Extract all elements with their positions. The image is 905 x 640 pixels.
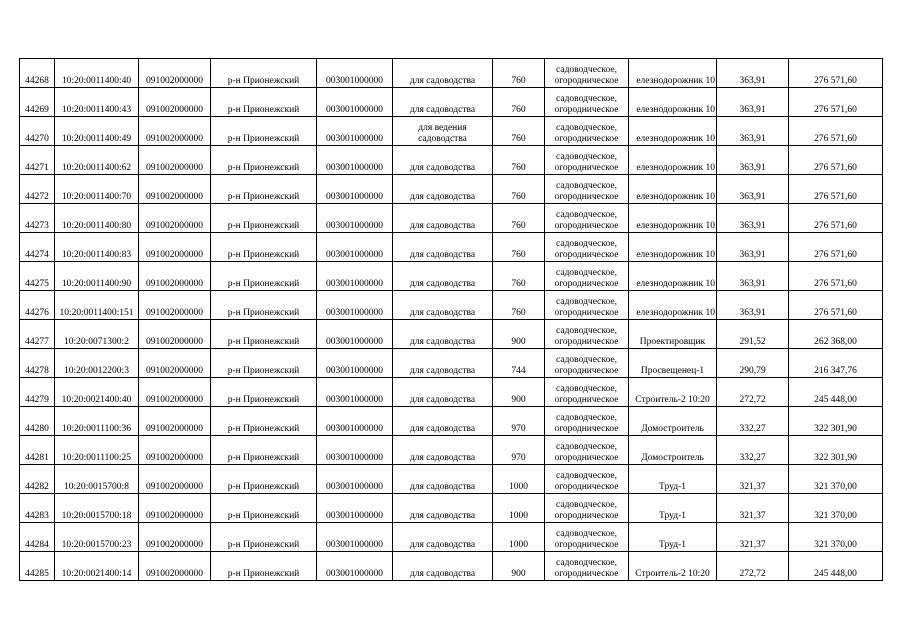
location-cell: Проектировщик — [629, 320, 717, 349]
category-cell — [545, 349, 629, 378]
category-line-1: садоводческое, — [556, 181, 617, 191]
land-use-line-1: для садоводства — [409, 569, 476, 579]
category-cell — [545, 465, 629, 494]
category-line-1: садоводческое, — [556, 442, 617, 452]
category-line-2: огородническое — [554, 221, 619, 231]
land-use-cell — [393, 59, 493, 88]
location-cell: елезнодорожник 10 — [629, 117, 717, 146]
record-number-cell: 44268 — [20, 59, 55, 88]
cadastral-number-cell: 10:20:0015700:18 — [55, 494, 139, 523]
okato-cell: 003001000000 — [317, 175, 393, 204]
district-cell: р-н Прионежский — [211, 117, 317, 146]
okato-cell: 003001000000 — [317, 320, 393, 349]
okato-cell: 003001000000 — [317, 523, 393, 552]
location-cell: Труд-1 — [629, 523, 717, 552]
land-use-cell — [393, 523, 493, 552]
record-number-cell: 44275 — [20, 262, 55, 291]
code-cell: 091002000000 — [139, 59, 211, 88]
location-cell: елезнодорожник 10 — [629, 88, 717, 117]
district-cell: р-н Прионежский — [211, 494, 317, 523]
category-line-2: огородническое — [554, 453, 619, 463]
record-number-cell: 44278 — [20, 349, 55, 378]
okato-cell: 003001000000 — [317, 233, 393, 262]
code-cell: 091002000000 — [139, 291, 211, 320]
district-cell: р-н Прионежский — [211, 320, 317, 349]
land-use-line-1: для садоводства — [409, 163, 476, 173]
code-cell: 091002000000 — [139, 175, 211, 204]
code-cell: 091002000000 — [139, 146, 211, 175]
category-cell — [545, 436, 629, 465]
land-use-line-1: для садоводства — [409, 76, 476, 86]
category-line-2: огородническое — [554, 163, 619, 173]
unit-price-cell: 290,79 — [717, 349, 789, 378]
location-cell: Домостроитель — [629, 407, 717, 436]
category-line-1: садоводческое, — [556, 529, 617, 539]
okato-cell: 003001000000 — [317, 204, 393, 233]
okato-cell: 003001000000 — [317, 349, 393, 378]
district-cell: р-н Прионежский — [211, 378, 317, 407]
cadastral-number-cell: 10:20:0011400:40 — [55, 59, 139, 88]
category-cell — [545, 59, 629, 88]
land-use-line-1: для садоводства — [409, 366, 476, 376]
cadastral-number-cell: 10:20:0011400:90 — [55, 262, 139, 291]
cadastral-number-cell: 10:20:0011400:49 — [55, 117, 139, 146]
category-line-2: огородническое — [554, 105, 619, 115]
land-use-line-1: для садоводства — [409, 105, 476, 115]
land-use-cell — [393, 378, 493, 407]
cadastral-number-cell: 10:20:0015700:8 — [55, 465, 139, 494]
unit-price-cell: 363,91 — [717, 117, 789, 146]
record-number-cell: 44276 — [20, 291, 55, 320]
cadastral-value-cell: 262 368,00 — [789, 320, 883, 349]
unit-price-cell: 363,91 — [717, 262, 789, 291]
area-cell: 760 — [493, 291, 545, 320]
category-line-2: огородническое — [554, 366, 619, 376]
location-cell: Строитель-2 10:20 — [629, 552, 717, 581]
table-row — [20, 523, 883, 552]
table-row — [20, 494, 883, 523]
category-cell — [545, 320, 629, 349]
cadastral-number-cell: 10:20:0021400:40 — [55, 378, 139, 407]
land-use-line-1: для садоводства — [409, 192, 476, 202]
okato-cell: 003001000000 — [317, 494, 393, 523]
land-use-cell — [393, 262, 493, 291]
unit-price-cell: 363,91 — [717, 233, 789, 262]
category-cell — [545, 88, 629, 117]
table-row — [20, 117, 883, 146]
land-use-line-1: для садоводства — [409, 453, 476, 463]
land-use-line-1: для садоводства — [409, 308, 476, 318]
table-row — [20, 146, 883, 175]
cadastral-value-cell: 321 370,00 — [789, 465, 883, 494]
cadastral-number-cell: 10:20:0011400:80 — [55, 204, 139, 233]
category-line-2: огородническое — [554, 424, 619, 434]
area-cell: 900 — [493, 378, 545, 407]
category-line-2: огородническое — [554, 279, 619, 289]
district-cell: р-н Прионежский — [211, 175, 317, 204]
category-line-2: огородническое — [554, 569, 619, 579]
cadastral-value-cell: 322 301,90 — [789, 436, 883, 465]
land-use-cell — [393, 552, 493, 581]
code-cell: 091002000000 — [139, 494, 211, 523]
unit-price-cell: 363,91 — [717, 291, 789, 320]
table-row — [20, 59, 883, 88]
area-cell: 760 — [493, 59, 545, 88]
category-line-1: садоводческое, — [556, 210, 617, 220]
cadastral-number-cell: 10:20:0011400:70 — [55, 175, 139, 204]
location-cell: Строитель-2 10:20 — [629, 378, 717, 407]
district-cell: р-н Прионежский — [211, 59, 317, 88]
district-cell: р-н Прионежский — [211, 552, 317, 581]
record-number-cell: 44273 — [20, 204, 55, 233]
table-row — [20, 175, 883, 204]
okato-cell: 003001000000 — [317, 88, 393, 117]
area-cell: 1000 — [493, 494, 545, 523]
record-number-cell: 44271 — [20, 146, 55, 175]
district-cell: р-н Прионежский — [211, 88, 317, 117]
table-row — [20, 378, 883, 407]
unit-price-cell: 321,37 — [717, 523, 789, 552]
cadastral-number-cell: 10:20:0011400:62 — [55, 146, 139, 175]
cadastral-value-cell: 276 571,60 — [789, 262, 883, 291]
land-use-cell — [393, 407, 493, 436]
district-cell: р-н Прионежский — [211, 291, 317, 320]
unit-price-cell: 363,91 — [717, 204, 789, 233]
code-cell: 091002000000 — [139, 320, 211, 349]
location-cell: елезнодорожник 10 — [629, 175, 717, 204]
location-cell: Просвещенец-1 — [629, 349, 717, 378]
unit-price-cell: 363,91 — [717, 88, 789, 117]
category-cell — [545, 146, 629, 175]
location-cell: Труд-1 — [629, 494, 717, 523]
district-cell: р-н Прионежский — [211, 407, 317, 436]
cadastral-value-cell: 216 347,76 — [789, 349, 883, 378]
code-cell: 091002000000 — [139, 465, 211, 494]
land-use-line-1: для ведения — [418, 123, 467, 133]
category-cell — [545, 175, 629, 204]
okato-cell: 003001000000 — [317, 262, 393, 291]
table-row — [20, 436, 883, 465]
land-use-line-1: для садоводства — [409, 395, 476, 405]
land-use-line-2: садоводства — [418, 134, 467, 144]
location-cell: елезнодорожник 10 — [629, 59, 717, 88]
cadastral-value-cell: 276 571,60 — [789, 88, 883, 117]
table-row — [20, 407, 883, 436]
okato-cell: 003001000000 — [317, 378, 393, 407]
district-cell: р-н Прионежский — [211, 523, 317, 552]
unit-price-cell: 272,72 — [717, 378, 789, 407]
okato-cell: 003001000000 — [317, 465, 393, 494]
area-cell: 900 — [493, 552, 545, 581]
location-cell: елезнодорожник 10 — [629, 204, 717, 233]
okato-cell: 003001000000 — [317, 552, 393, 581]
land-use-line-1: для садоводства — [409, 482, 476, 492]
table-row — [20, 320, 883, 349]
okato-cell: 003001000000 — [317, 436, 393, 465]
okato-cell: 003001000000 — [317, 407, 393, 436]
land-use-cell — [393, 436, 493, 465]
location-cell: елезнодорожник 10 — [629, 291, 717, 320]
category-cell — [545, 117, 629, 146]
cadastral-value-cell: 245 448,00 — [789, 552, 883, 581]
area-cell: 760 — [493, 233, 545, 262]
category-line-2: огородническое — [554, 540, 619, 550]
area-cell: 760 — [493, 88, 545, 117]
land-use-line-1: для садоводства — [409, 250, 476, 260]
okato-cell: 003001000000 — [317, 117, 393, 146]
category-line-2: огородническое — [554, 308, 619, 318]
category-line-1: садоводческое, — [556, 268, 617, 278]
record-number-cell: 44280 — [20, 407, 55, 436]
category-line-1: садоводческое, — [556, 297, 617, 307]
category-line-1: садоводческое, — [556, 355, 617, 365]
category-line-2: огородническое — [554, 337, 619, 347]
cadastral-number-cell: 10:20:0011400:151 — [55, 291, 139, 320]
cadastral-number-cell: 10:20:0011400:83 — [55, 233, 139, 262]
category-line-2: огородническое — [554, 250, 619, 260]
table-row — [20, 262, 883, 291]
unit-price-cell: 321,37 — [717, 494, 789, 523]
district-cell: р-н Прионежский — [211, 204, 317, 233]
table-row — [20, 204, 883, 233]
cadastral-number-cell: 10:20:0071300:2 — [55, 320, 139, 349]
code-cell: 091002000000 — [139, 523, 211, 552]
land-use-cell — [393, 204, 493, 233]
category-line-2: огородническое — [554, 482, 619, 492]
record-number-cell: 44272 — [20, 175, 55, 204]
category-line-1: садоводческое, — [556, 152, 617, 162]
area-cell: 900 — [493, 320, 545, 349]
area-cell: 760 — [493, 204, 545, 233]
category-line-2: огородническое — [554, 134, 619, 144]
cadastral-value-cell: 321 370,00 — [789, 494, 883, 523]
cadastral-value-cell: 321 370,00 — [789, 523, 883, 552]
district-cell: р-н Прионежский — [211, 262, 317, 291]
category-line-2: огородническое — [554, 395, 619, 405]
area-cell: 970 — [493, 407, 545, 436]
cadastral-number-cell: 10:20:0011400:43 — [55, 88, 139, 117]
district-cell: р-н Прионежский — [211, 233, 317, 262]
category-line-1: садоводческое, — [556, 94, 617, 104]
code-cell: 091002000000 — [139, 436, 211, 465]
cadastral-value-cell: 276 571,60 — [789, 117, 883, 146]
category-line-1: садоводческое, — [556, 384, 617, 394]
district-cell: р-н Прионежский — [211, 436, 317, 465]
category-cell — [545, 523, 629, 552]
category-cell — [545, 378, 629, 407]
land-use-cell — [393, 146, 493, 175]
record-number-cell: 44277 — [20, 320, 55, 349]
area-cell: 970 — [493, 436, 545, 465]
land-use-cell — [393, 233, 493, 262]
unit-price-cell: 321,37 — [717, 465, 789, 494]
category-line-1: садоводческое, — [556, 65, 617, 75]
cadastral-number-cell: 10:20:0011100:25 — [55, 436, 139, 465]
record-number-cell: 44279 — [20, 378, 55, 407]
land-use-line-1: для садоводства — [409, 221, 476, 231]
cadastral-value-cell: 276 571,60 — [789, 291, 883, 320]
unit-price-cell: 363,91 — [717, 59, 789, 88]
area-cell: 1000 — [493, 523, 545, 552]
category-line-1: садоводческое, — [556, 500, 617, 510]
unit-price-cell: 363,91 — [717, 146, 789, 175]
location-cell: Труд-1 — [629, 465, 717, 494]
category-line-1: садоводческое, — [556, 471, 617, 481]
area-cell: 760 — [493, 262, 545, 291]
code-cell: 091002000000 — [139, 552, 211, 581]
cadastral-number-cell: 10:20:0021400:14 — [55, 552, 139, 581]
cadastral-value-cell: 276 571,60 — [789, 59, 883, 88]
table-row — [20, 552, 883, 581]
unit-price-cell: 332,27 — [717, 407, 789, 436]
category-line-2: огородническое — [554, 76, 619, 86]
land-use-line-1: для садоводства — [409, 279, 476, 289]
location-cell: елезнодорожник 10 — [629, 233, 717, 262]
category-cell — [545, 204, 629, 233]
land-use-cell — [393, 117, 493, 146]
table-row — [20, 88, 883, 117]
unit-price-cell: 363,91 — [717, 175, 789, 204]
category-line-1: садоводческое, — [556, 326, 617, 336]
land-use-cell — [393, 175, 493, 204]
record-number-cell: 44274 — [20, 233, 55, 262]
land-use-line-1: для садоводства — [409, 511, 476, 521]
category-cell — [545, 494, 629, 523]
area-cell: 1000 — [493, 465, 545, 494]
okato-cell: 003001000000 — [317, 146, 393, 175]
land-use-line-1: для садоводства — [409, 540, 476, 550]
record-number-cell: 44282 — [20, 465, 55, 494]
cadastral-number-cell: 10:20:0011100:36 — [55, 407, 139, 436]
code-cell: 091002000000 — [139, 262, 211, 291]
land-use-cell — [393, 465, 493, 494]
cadastral-value-cell: 276 571,60 — [789, 146, 883, 175]
record-number-cell: 44281 — [20, 436, 55, 465]
category-line-1: садоводческое, — [556, 413, 617, 423]
land-use-cell — [393, 349, 493, 378]
record-number-cell: 44283 — [20, 494, 55, 523]
code-cell: 091002000000 — [139, 349, 211, 378]
cadastral-value-cell: 276 571,60 — [789, 204, 883, 233]
area-cell: 760 — [493, 175, 545, 204]
record-number-cell: 44269 — [20, 88, 55, 117]
record-number-cell: 44284 — [20, 523, 55, 552]
category-cell — [545, 291, 629, 320]
unit-price-cell: 291,52 — [717, 320, 789, 349]
land-use-line-1: для садоводства — [409, 424, 476, 434]
record-number-cell: 44285 — [20, 552, 55, 581]
code-cell: 091002000000 — [139, 378, 211, 407]
land-use-cell — [393, 320, 493, 349]
land-use-cell — [393, 291, 493, 320]
code-cell: 091002000000 — [139, 204, 211, 233]
land-use-cell — [393, 88, 493, 117]
area-cell: 744 — [493, 349, 545, 378]
table-row — [20, 349, 883, 378]
unit-price-cell: 272,72 — [717, 552, 789, 581]
location-cell: елезнодорожник 10 — [629, 146, 717, 175]
code-cell: 091002000000 — [139, 407, 211, 436]
code-cell: 091002000000 — [139, 88, 211, 117]
district-cell: р-н Прионежский — [211, 465, 317, 494]
record-number-cell: 44270 — [20, 117, 55, 146]
category-cell — [545, 262, 629, 291]
cadastral-value-cell: 322 301,90 — [789, 407, 883, 436]
category-cell — [545, 407, 629, 436]
code-cell: 091002000000 — [139, 117, 211, 146]
location-cell: Домостроитель — [629, 436, 717, 465]
district-cell: р-н Прионежский — [211, 146, 317, 175]
okato-cell: 003001000000 — [317, 59, 393, 88]
cadastral-number-cell: 10:20:0012200:3 — [55, 349, 139, 378]
category-line-1: садоводческое, — [556, 558, 617, 568]
location-cell: елезнодорожник 10 — [629, 262, 717, 291]
land-use-cell — [393, 494, 493, 523]
cadastral-number-cell: 10:20:0015700:23 — [55, 523, 139, 552]
area-cell: 760 — [493, 146, 545, 175]
table-row — [20, 291, 883, 320]
table-body — [20, 59, 883, 581]
cadastral-value-cell: 276 571,60 — [789, 233, 883, 262]
cadastral-value-cell: 276 571,60 — [789, 175, 883, 204]
land-plots-table — [19, 58, 883, 581]
area-cell: 760 — [493, 117, 545, 146]
category-line-2: огородническое — [554, 192, 619, 202]
category-line-1: садоводческое, — [556, 239, 617, 249]
code-cell: 091002000000 — [139, 233, 211, 262]
category-cell — [545, 552, 629, 581]
unit-price-cell: 332,27 — [717, 436, 789, 465]
category-line-2: огородническое — [554, 511, 619, 521]
table-row — [20, 465, 883, 494]
district-cell: р-н Прионежский — [211, 349, 317, 378]
table-row — [20, 233, 883, 262]
category-cell — [545, 233, 629, 262]
okato-cell: 003001000000 — [317, 291, 393, 320]
category-line-1: садоводческое, — [556, 123, 617, 133]
land-use-line-1: для садоводства — [409, 337, 476, 347]
cadastral-value-cell: 245 448,00 — [789, 378, 883, 407]
